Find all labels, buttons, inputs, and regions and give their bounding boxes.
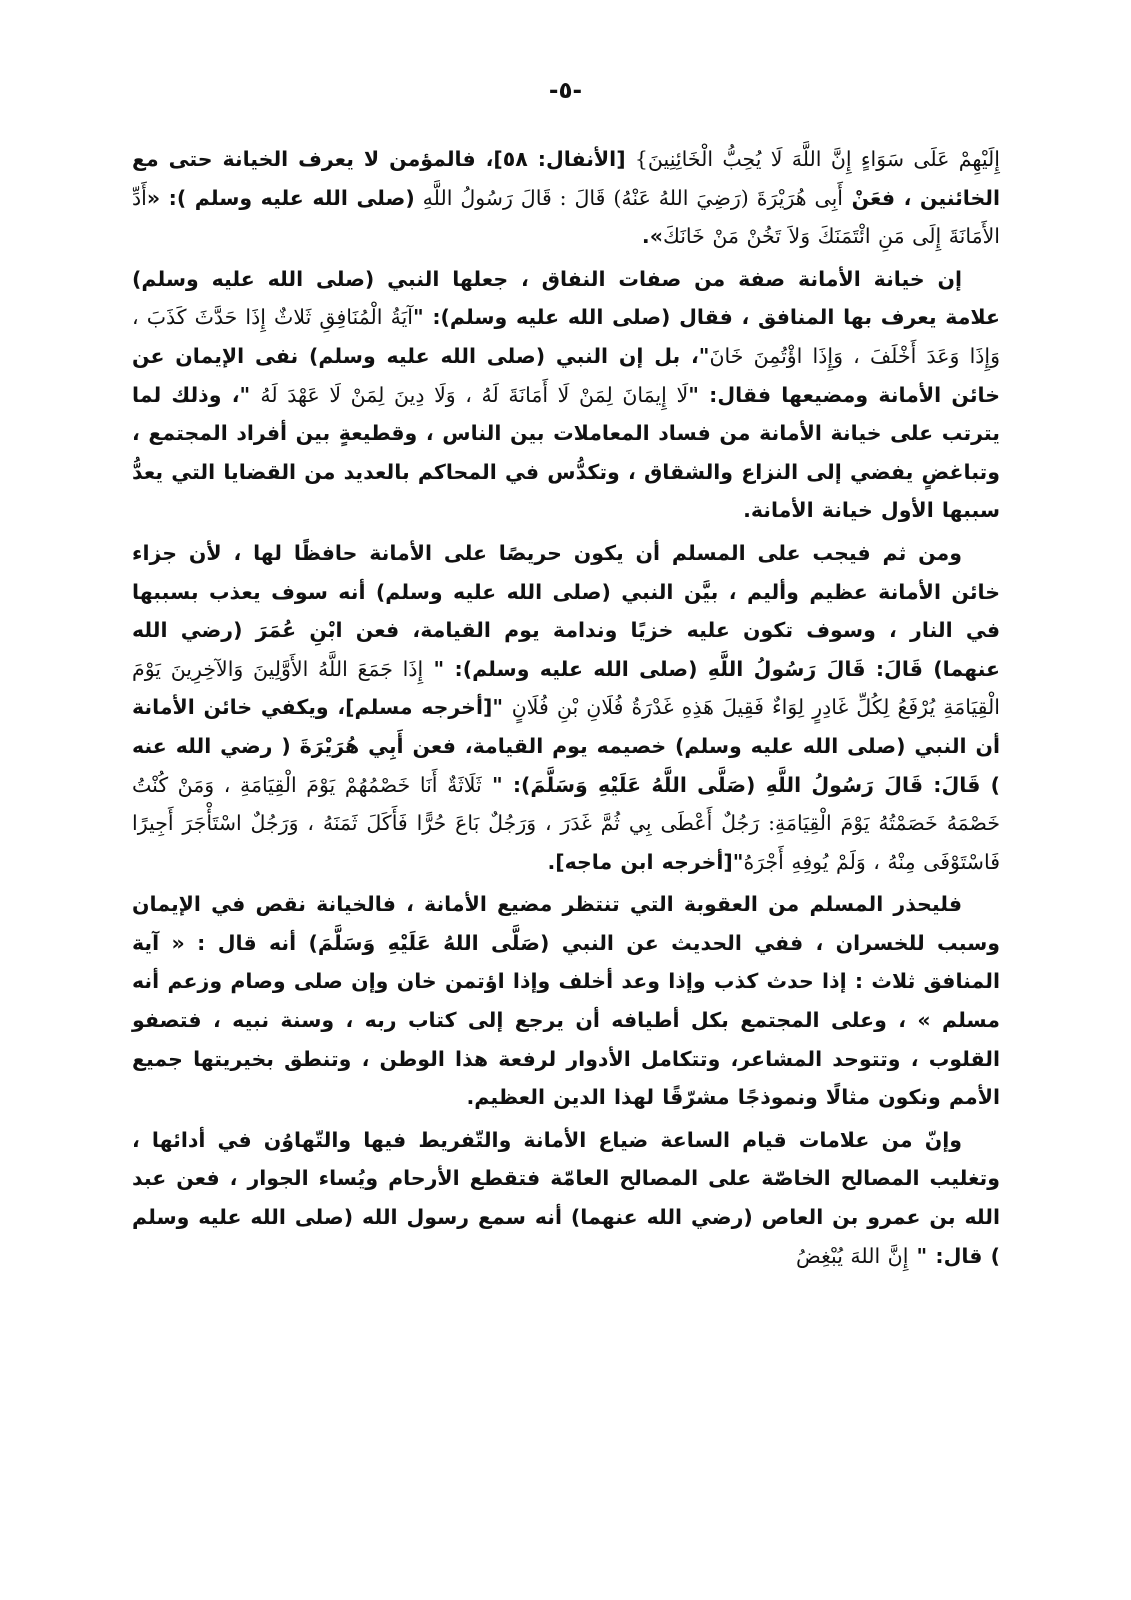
text-segment: ومن ثم فيجب على المسلم أن يكون حريصًا على الأمانة حافظًا لها ، لأن جزاء خائن الأمانة عظيم وأليم ، بيَّن النبي (صلى الله عليه وسلم) أنه سوف يعذب بسببها في النار ، وسوف تكون عليه خزيًا وندامة يوم القيامة، فعن ابْنِ عُمَرَ (رضي الله عنهما) قَالَ: قَالَ رَسُولُ اللَّهِ (صلى الله عليه وسلم): "	[132, 540, 1000, 681]
paragraph-4	[132, 885, 1000, 1117]
hadith-narration: أَبِى هُرَيْرَةَ (رَضِيَ اللهُ عَنْهُ) قَالَ : قَالَ رَسُولُ اللَّهِ	[414, 185, 844, 210]
paragraph-2	[132, 260, 1000, 530]
hadith-quote: إِذَا جَمَعَ اللَّهُ الأَوَّلِينَ وَالآخِرِينَ يَوْمَ الْقِيَامَةِ يُرْفَعُ لِكُلِّ غَادِرٍ لِوَاءٌ فَقِيلَ هَذِهِ غَدْرَةُ فُلَانِ بْنِ فُلَانٍ	[132, 656, 1000, 720]
text-segment: "، بل إن النبي (صلى الله عليه وسلم) نفى الإيمان عن خائن الأمانة ومضيعها فقال: "	[132, 343, 1000, 407]
hadith-quote: ثَلَاثَةٌ أَنَا خَصْمُهُمْ يَوْمَ الْقِيَامَةِ ، وَمَنْ كُنْتُ خَصْمَهُ خَصَمْتُهُ يَوْمَ الْقِيَامَةِ: رَجُلٌ أَعْطَى بِي ثُمَّ غَدَرَ ، وَرَجُلٌ بَاعَ حُرًّا فَأَكَلَ ثَمَنَهُ ، وَرَجُلٌ اسْتَأْجَرَ أَجِيرًا فَاسْتَوْفَى مِنْهُ ، وَلَمْ يُوفِهِ أَجْرَهُ	[132, 772, 1000, 874]
paragraph-3	[132, 534, 1000, 881]
text-segment: (صلى الله عليه وسلم ): «	[146, 185, 415, 210]
hadith-quote: إِنَّ اللهَ يُبْغِضُ	[796, 1243, 909, 1268]
text-segment: ».	[641, 224, 663, 249]
page-body	[132, 140, 1000, 1279]
hadith-quote: آيَةُ الْمُنَافِقِ ثَلاثٌ إِذَا حَدَّثَ كَذَبَ ، وَإِذَا وَعَدَ أَخْلَفَ ، وَإِذَا اؤْتُمِنَ خَانَ	[132, 305, 1000, 368]
text-segment: "[أخرجه مسلم]، ويكفي خائن الأمانة أن النبي (صلى الله عليه وسلم) خصيمه يوم القيامة، فعن أَبِي هُرَيْرَةَ ( رضي الله عنه ) قَالَ: قَالَ رَسُولُ اللَّهِ (صَلَّى اللَّهُ عَلَيْهِ وَسَلَّمَ): "	[132, 695, 1000, 797]
hadith-quote: أَدِّ الأَمَانَةَ إِلَى مَنِ ائْتَمَنَكَ وَلاَ تَخُنْ مَنْ خَانَكَ	[132, 185, 1000, 249]
text-segment: [الأنفال: ٥٨]، فالمؤمن لا يعرف الخيانة حتى مع الخائنين ، فعَنْ	[132, 147, 1000, 210]
hadith-quote: لَا إِيمَانَ لِمَنْ لَا أَمَانَةَ لَهُ ، وَلَا دِينَ لِمَنْ لَا عَهْدَ لَهُ	[260, 382, 689, 407]
quran-verse: إِلَيْهِمْ عَلَى سَوَاءٍ إِنَّ اللَّهَ لَا يُحِبُّ الْخَائِنِينَ}	[625, 147, 1000, 171]
text-segment: فليحذر المسلم من العقوبة التي تنتظر مضيع الأمانة ، فالخيانة نقص في الإيمان وسبب للخسران ، ففي الحديث عن النبي (صَلَّى اللهُ عَلَيْهِ وَسَلَّمَ) أنه قال : « آية المنافق ثلاث : إذا حدث كذب وإذا وعد أخلف وإذا اؤتمن خان وإن صلى وصام وزعم أنه مسلم » ، وعلى المجتمع بكل أطيافه أن يرجع إلى كتاب ربه ، وسنة نبيه ، فتصفو القلوب ، وتتوحد المشاعر، وتتكامل الأدوار لرفعة هذا الوطن ، وتنطق بخيريتها جميع الأمم ونكون مثالًا ونموذجًا مشرّقًا لهذا الدين العظيم.	[132, 892, 1000, 1110]
text-segment: إن خيانة الأمانة صفة من صفات النفاق ، جعلها النبي (صلى الله عليه وسلم) علامة يعرف بها المنافق ، فقال (صلى الله عليه وسلم): "	[132, 266, 1000, 330]
text-segment: "، وذلك لما يترتب على خيانة الأمانة من فساد المعاملات بين الناس ، وقطيعةٍ بين أفراد المجتمع ، وتباغضٍ يفضي إلى النزاع والشقاق ، وتكدُّس في المحاكم بالعديد من القضايا التي يعدُّ سببها الأول خيانة الأمانة.	[132, 382, 1000, 523]
paragraph-5	[132, 1121, 1000, 1275]
text-segment: وإنّ من علامات قيام الساعة ضياع الأمانة والتّفريط فيها والتّهاوُن في أدائها ، وتغليب المصالح الخاصّة على المصالح العامّة فتقطع الأرحام ويُساء الجوار ، فعن عبد الله بن عمرو بن العاص (رضي الله عنهما) أنه سمع رسول الله (صلى الله عليه وسلم ) قال: "	[132, 1127, 1000, 1268]
page-number: -٥-	[548, 78, 583, 104]
text-segment: "[أخرجه ابن ماجه].	[547, 849, 744, 874]
paragraph-1	[132, 140, 1000, 256]
